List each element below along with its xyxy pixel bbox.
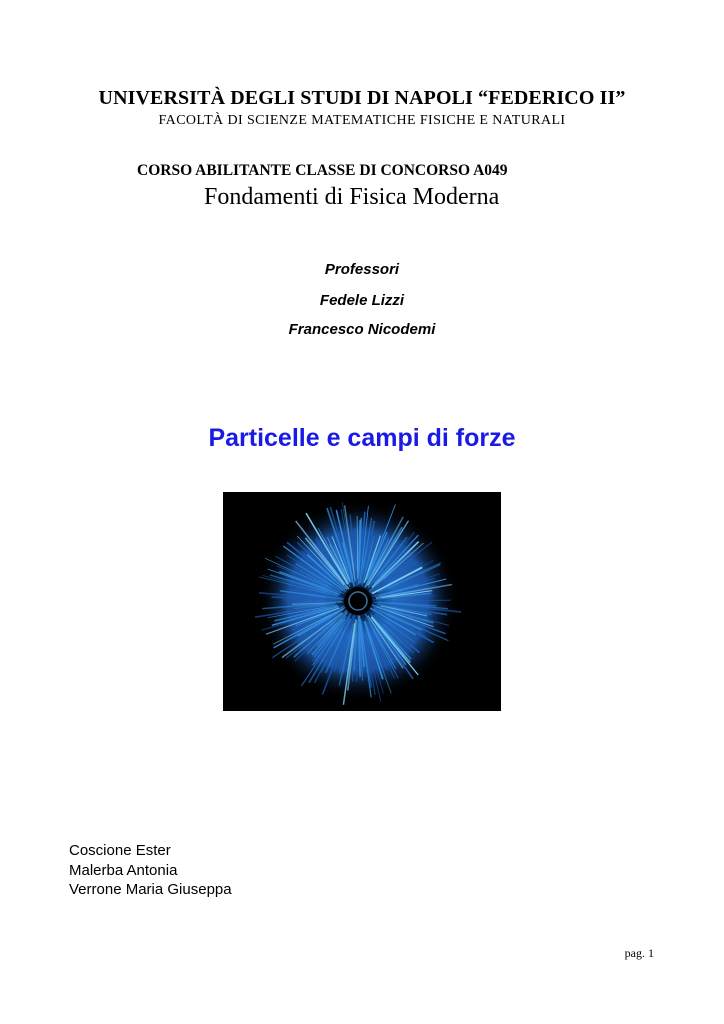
course-subject: Fondamenti di Fisica Moderna [204,184,500,210]
course-line: CORSO ABILITANTE CLASSE DI CONCORSO A049 [137,162,508,179]
author-name: Malerba Antonia [69,862,178,879]
particle-burst-image [223,492,501,711]
document-title: Particelle e campi di forze [208,424,516,452]
faculty-name: FACOLTÀ DI SCIENZE MATEMATICHE FISICHE E NATURALI [158,113,566,128]
author-name: Verrone Maria Giuseppa [69,881,232,898]
professor-name: Francesco Nicodemi [288,321,436,338]
author-name: Coscione Ester [69,842,171,859]
professor-name: Fedele Lizzi [319,292,405,309]
professors-heading: Professori [324,261,400,278]
particle-burst-graphic [223,492,501,711]
university-name: UNIVERSITÀ DEGLI STUDI DI NAPOLI “FEDERICO II” [98,87,626,109]
page-number: pag. 1 [624,946,654,960]
